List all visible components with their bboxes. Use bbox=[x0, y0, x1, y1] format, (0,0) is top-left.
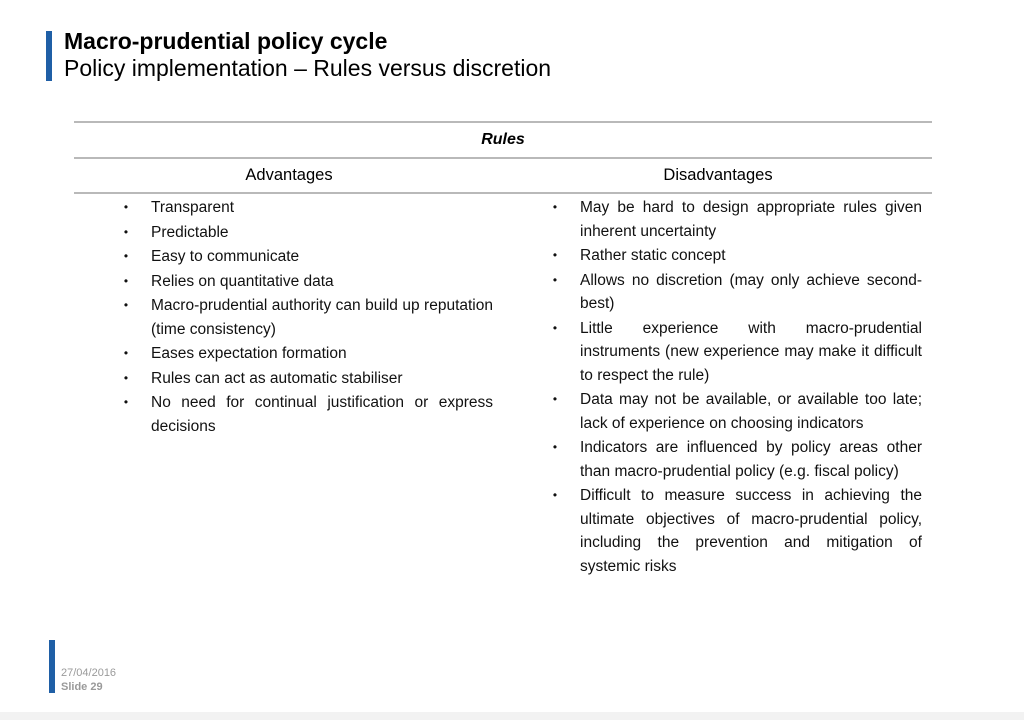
footer-slide-number: Slide 29 bbox=[61, 681, 103, 693]
bullet-icon: • bbox=[552, 200, 558, 214]
advantage-item-text: Predictable bbox=[151, 223, 229, 241]
disadvantage-item bbox=[552, 436, 922, 483]
bottom-band bbox=[0, 712, 1024, 720]
bullet-icon: • bbox=[552, 272, 558, 287]
bullet-icon: • bbox=[552, 488, 558, 502]
title-block bbox=[64, 28, 551, 82]
bullet-icon: • bbox=[123, 346, 129, 360]
advantage-item bbox=[123, 342, 493, 366]
bullet-icon: • bbox=[123, 200, 129, 214]
bullet-icon: • bbox=[123, 298, 129, 312]
advantage-item-text: Eases expectation formation bbox=[151, 345, 347, 362]
disadvantage-item-text: Difficult to measure success in achieving the ultimate objectives of macro-prudential policy, including the prevention and mitigation of systemic risks bbox=[580, 487, 922, 575]
advantages-list bbox=[123, 196, 493, 439]
disadvantage-item-text: May be hard to design appropriate rules given inherent uncertainty bbox=[580, 199, 922, 240]
advantage-item-text: Transparent bbox=[151, 199, 234, 216]
advantage-item bbox=[123, 196, 493, 220]
disadvantage-item bbox=[552, 269, 922, 316]
slide-subtitle: Policy implementation – Rules versus discretion bbox=[64, 55, 552, 81]
footer-date: 27/04/2016 bbox=[61, 667, 117, 679]
advantage-item-text: Macro-prudential authority can build up reputation (time consistency) bbox=[151, 297, 493, 338]
advantage-item bbox=[123, 245, 493, 269]
disadvantage-item-text: Rather static concept bbox=[580, 247, 726, 264]
disadvantage-item-text: Indicators are influenced by policy areas other than macro-prudential policy (e.g. fiscal policy) bbox=[580, 439, 922, 480]
slide-title: Macro-prudential policy cycle bbox=[64, 28, 388, 54]
disadvantage-item bbox=[552, 484, 922, 578]
disadvantage-item-text: Allows no discretion (may only achieve second-best) bbox=[580, 271, 922, 312]
advantage-item bbox=[123, 294, 493, 341]
advantage-item bbox=[123, 391, 493, 438]
bullet-icon: • bbox=[552, 248, 558, 262]
advantage-item bbox=[123, 270, 493, 294]
disadvantage-item bbox=[552, 317, 922, 388]
rules-table bbox=[74, 121, 932, 634]
disadvantages-header: Disadvantages bbox=[663, 166, 773, 184]
bullet-icon: • bbox=[552, 392, 558, 406]
disadvantages-list bbox=[552, 196, 922, 579]
disadvantage-item-text: Little experience with macro-prudential instruments (new experience may make it difficult to respect the rule) bbox=[580, 319, 922, 384]
advantages-header: Advantages bbox=[245, 166, 333, 184]
footer-accent-bar bbox=[49, 640, 55, 693]
bullet-icon: • bbox=[552, 320, 558, 335]
disadvantage-item bbox=[552, 244, 922, 268]
bullet-icon: • bbox=[123, 395, 129, 409]
bullet-icon: • bbox=[123, 249, 129, 263]
disadvantage-item bbox=[552, 388, 922, 435]
table-body bbox=[74, 194, 932, 634]
advantage-item-text: Easy to communicate bbox=[151, 248, 300, 265]
advantage-item-text: No need for continual justification or express decisions bbox=[151, 394, 493, 435]
column-headers bbox=[74, 159, 932, 192]
advantage-item-text: Rules can act as automatic stabiliser bbox=[151, 369, 403, 387]
bullet-icon: • bbox=[123, 273, 129, 288]
disadvantage-item-text: Data may not be available, or available too late; lack of experience on choosing indicators bbox=[580, 391, 922, 432]
disadvantage-item bbox=[552, 196, 922, 243]
advantage-item-text: Relies on quantitative data bbox=[151, 272, 334, 290]
bullet-icon: • bbox=[552, 440, 558, 454]
bullet-icon: • bbox=[123, 224, 129, 239]
bullet-icon: • bbox=[123, 370, 129, 385]
rules-heading: Rules bbox=[481, 131, 525, 148]
advantage-item bbox=[123, 221, 493, 245]
title-accent-bar bbox=[46, 31, 52, 81]
advantage-item bbox=[123, 367, 493, 391]
